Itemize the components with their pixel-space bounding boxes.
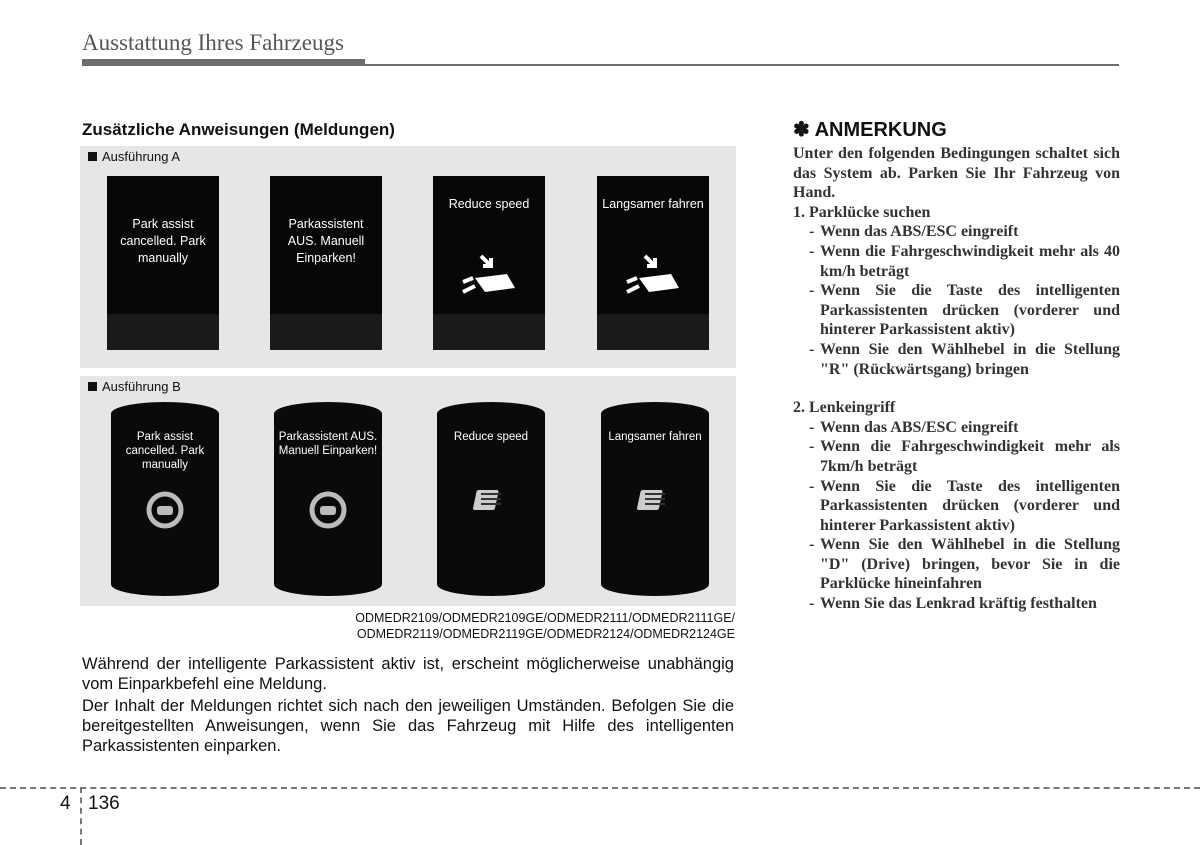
note-item: - Wenn das ABS/ESC eingreift	[809, 223, 1019, 241]
pedal-arrow-icon	[623, 252, 683, 298]
body-paragraph-1: Während der intelligente Parkassistent aktiv ist, erscheint möglicherweise unabhängig vom Einparkbefehl eine Meldung.	[82, 655, 734, 693]
screen-message: Park assist cancelled. Park manually	[120, 217, 206, 265]
header-accent-bar	[82, 59, 365, 66]
note-box	[793, 144, 1120, 614]
figure-caption: ODMEDR2109/ODMEDR2109GE/ODMEDR2111/ODMEDR2111GE/ ODMEDR2119/ODMEDR2119GE/ODMEDR2124/ODMEDR2124GE	[355, 611, 735, 641]
display-screen-a-4	[597, 176, 709, 350]
footer-rule	[0, 787, 1200, 789]
page-header-title: Ausstattung Ihres Fahrzeugs	[82, 30, 344, 55]
note-item: - Wenn Sie das Lenkrad kräftig festhalten	[809, 595, 1097, 613]
note-item: - Wenn Sie den Wählhebel in die Stellung "R" (Rückwärtsgang) bringen	[809, 340, 1120, 378]
screen-message: Langsamer fahren	[608, 431, 702, 443]
display-screen-a-2	[270, 176, 382, 350]
note-section-1	[793, 203, 1120, 379]
note-item: - Wenn die Fahrgeschwindigkeit mehr als 40 km/h beträgt	[809, 242, 1120, 280]
screen-message: Reduce speed	[453, 431, 529, 443]
display-screen-b-4	[601, 402, 709, 596]
brake-pedal-icon	[473, 480, 509, 516]
display-screen-b-1	[111, 402, 219, 596]
display-screen-a-3	[433, 176, 545, 350]
chapter-number: 4	[60, 793, 71, 814]
pedal-arrow-icon	[459, 252, 519, 298]
variant-b-panel	[80, 376, 736, 606]
note-section-title: 2. Lenkeingriff	[793, 399, 896, 417]
note-item: - Wenn Sie die Taste des intelligenten Parkassistenten drücken (vorderer und hinterer Parkassistent aktiv)	[809, 477, 1120, 534]
steering-wheel-icon	[308, 490, 348, 530]
note-item: - Wenn Sie den Wählhebel in die Stellung "D" (Drive) bringen, bevor Sie in die Parklücke hineinfahren	[809, 536, 1120, 593]
note-item: - Wenn die Fahrgeschwindigkeit mehr als 7km/h beträgt	[809, 438, 1120, 475]
display-screen-b-3	[437, 402, 545, 596]
note-item: - Wenn das ABS/ESC eingreift	[809, 418, 1019, 436]
note-heading: ✽ ANMERKUNG	[793, 119, 947, 141]
screen-message: Langsamer fahren	[602, 197, 704, 211]
display-screen-a-1	[107, 176, 219, 350]
header-rule	[365, 64, 1119, 66]
display-screen-b-2	[274, 402, 382, 596]
note-intro: Unter den folgenden Bedingungen schaltet sich das System ab. Parken Sie Ihr Fahrzeug von Hand.	[793, 145, 1120, 202]
brake-pedal-icon	[637, 480, 673, 516]
note-item: - Wenn Sie die Taste des intelligenten Parkassistenten drücken (vorderer und hinterer Parkassistent aktiv)	[809, 282, 1120, 339]
body-paragraph-2: Der Inhalt der Meldungen richtet sich nach den jeweiligen Umständen. Befolgen Sie die bereitgestellten Anweisungen, wenn Sie das Fahrzeug mit Hilfe des intelligenten Parkassistenten einparken.	[82, 697, 734, 755]
screen-message: Park assist cancelled. Park manually	[125, 431, 205, 471]
screen-message: Parkassistent AUS. Manuell Einparken!	[287, 217, 365, 265]
footer-divider	[80, 787, 82, 845]
variant-a-label: Ausführung A	[88, 149, 180, 164]
screen-message: Reduce speed	[448, 197, 530, 211]
variant-b-label: Ausführung B	[88, 379, 181, 394]
variant-a-panel	[80, 146, 736, 368]
section-heading: Zusätzliche Anweisungen (Meldungen)	[82, 120, 395, 139]
note-section-2	[793, 398, 1120, 614]
steering-wheel-icon	[145, 490, 185, 530]
note-section-title: 1. Parklücke suchen	[793, 203, 931, 221]
screen-message: Parkassistent AUS. Manuell Einparken!	[278, 431, 378, 457]
page-number: 136	[88, 793, 120, 814]
